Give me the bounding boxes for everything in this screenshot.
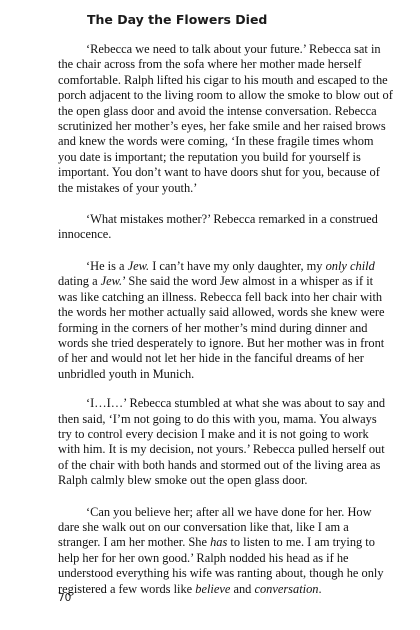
paragraph-3-text-a: ‘He is a: [86, 258, 128, 273]
paragraph-5-italic-believe: believe: [195, 581, 231, 596]
paragraph-2-text: ‘What mistakes mother?’ Rebecca remarked in a construed innocence.: [58, 212, 378, 242]
paragraph-4-text: ‘I…I…’ Rebecca stumbled at what she was about to say and then said, ‘I’m not going to do this with you, mama. You always try to control every decision I make and it is not going to work with him. It is my decision, not yours.’ Rebecca pulled herself out of the chair with both hands and stormed out of the living area as Ralph calmly blew smoke out the open glass door.: [58, 396, 386, 488]
paragraph-1-text: ‘Rebecca we need to talk about your future.’ Rebecca sat in the chair across from the sofa where her mother made herself comfortable. Ralph lifted his cigar to his mouth and escaped to the porch adjacent to the living room to allow the smoke to blow out of the open glass door and avoid the intense conversation. Rebecca scrutinized her mother’s eyes, her fake smile and her raised brows and knew the words were coming, ‘In these fragile times whom you date is important; the reputation you build for yourself is important. You don’t want to have doors shut for you, because of the mistakes of your youth.’: [58, 42, 393, 195]
paragraph-1: [58, 42, 393, 196]
paragraph-2: [58, 212, 393, 243]
paragraph-4: [58, 396, 393, 488]
paragraph-3: [58, 259, 393, 382]
paragraph-5-italic-conversation: conversation: [254, 581, 319, 596]
paragraph-3-text-c: I can’t have my only daughter, my: [149, 258, 326, 273]
paragraph-3-italic-jew-2: Jew.: [100, 274, 123, 289]
page-number: 70: [58, 592, 72, 604]
paragraph-3-text-e: dating a: [58, 274, 101, 289]
paragraph-5-text-e: and: [230, 581, 255, 596]
paragraph-5-italic-has: has: [210, 535, 228, 550]
paragraph-3-italic-jew-1: Jew.: [127, 258, 150, 273]
paragraph-5: [58, 505, 393, 597]
paragraph-3-text-g: ’ She said the word Jew almost in a whisper as if it was like catching an illness. Rebecca fell back into her chair with the words her mother actually said allowed, words she knew were forming in the corners of her mother’s mind during dinner and words she tried desperately to ignore. But her mother was in front of her and would not let her hide in the fanciful dreams of her unbridled youth in Munich.: [58, 274, 385, 381]
paragraph-5-text-c: to listen to me. I am trying to help her for her own good.’ Ralph nodded his head as if he understood everything his wife was ranting about, though he only registered a few words like: [58, 535, 384, 596]
running-head-title: The Day the Flowers Died: [87, 12, 268, 27]
paragraph-3-italic-only-child: only child: [325, 258, 375, 273]
body-text: [58, 42, 393, 597]
paragraph-5-text-a: ‘Can you believe her; after all we have done for her. How dare she walk out on our conversation like that, like I am a stranger. I am her mother. She: [58, 504, 372, 550]
paragraph-5-text-g: .: [318, 581, 322, 596]
